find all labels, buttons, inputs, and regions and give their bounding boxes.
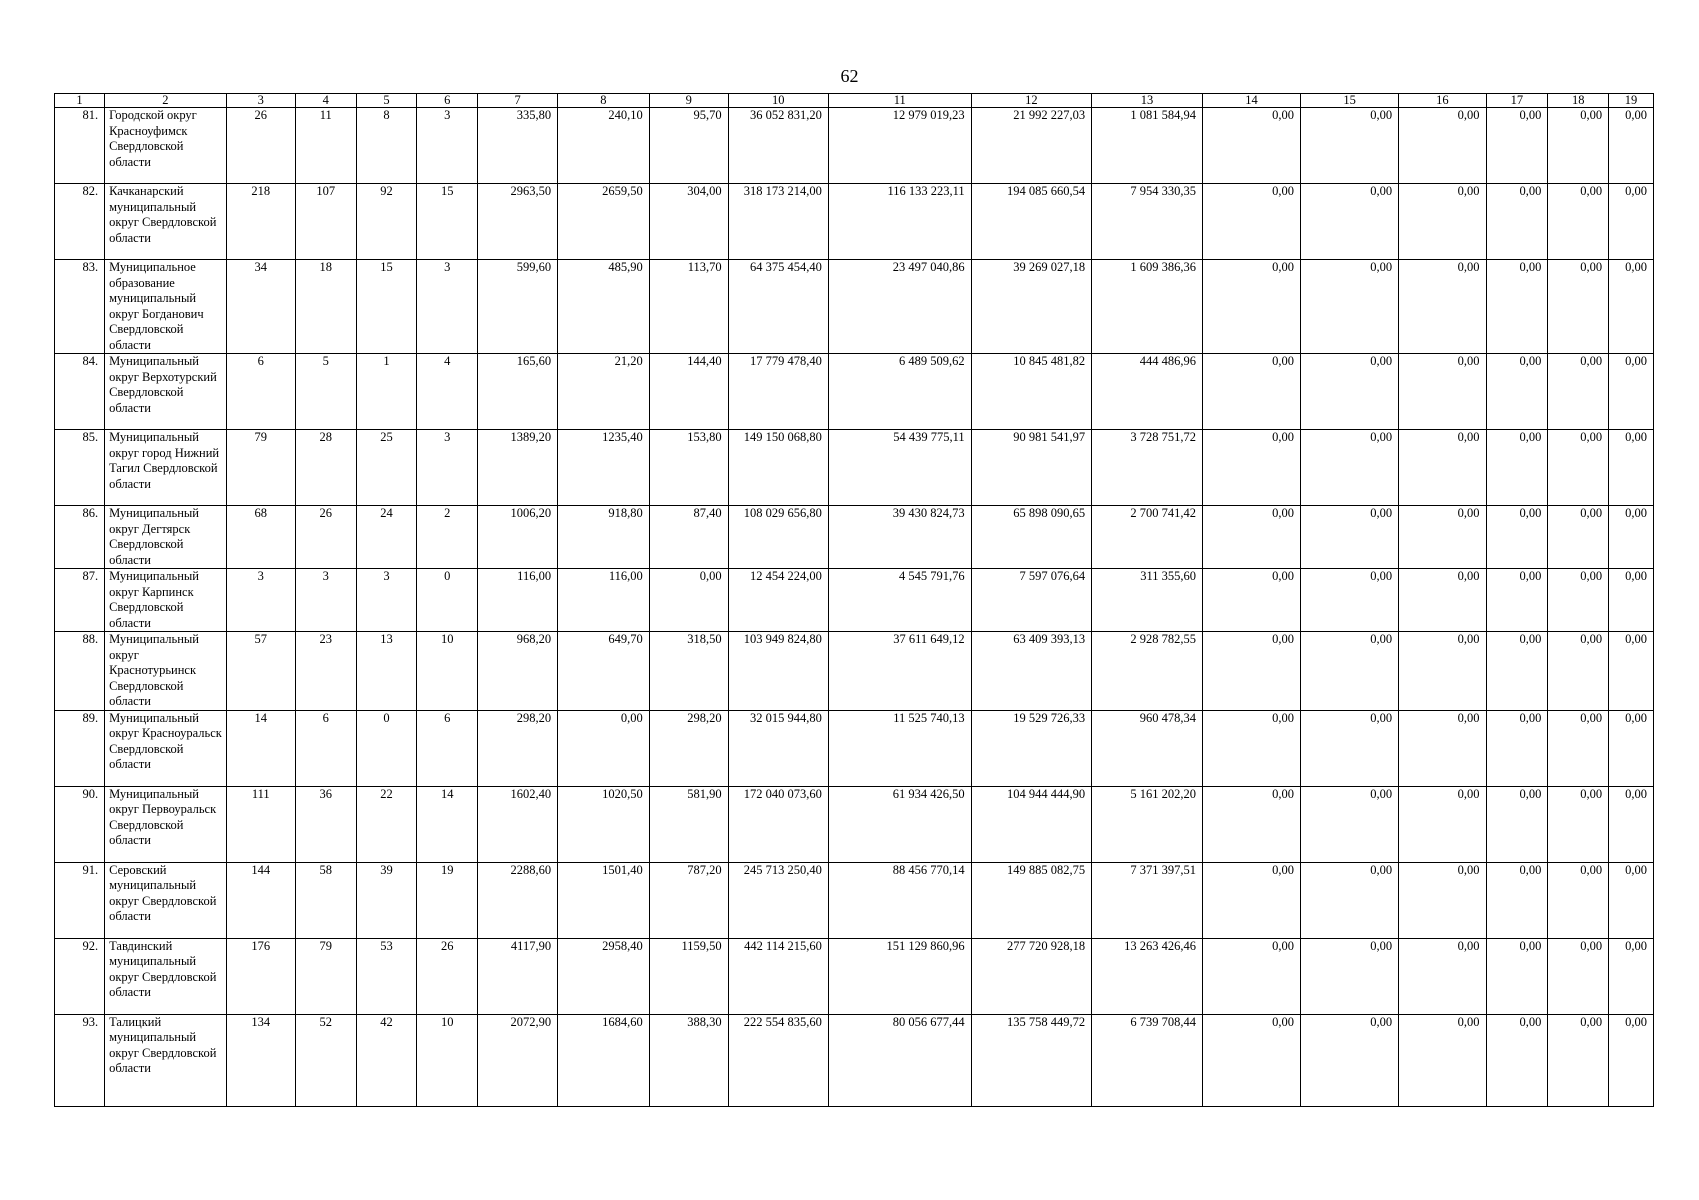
cell-col-19: 0,00 [1609, 506, 1654, 569]
column-header-12: 12 [971, 94, 1091, 108]
column-header-9: 9 [649, 94, 728, 108]
cell-col-5: 39 [356, 862, 417, 938]
cell-col-18: 0,00 [1548, 710, 1609, 786]
cell-col-14: 0,00 [1202, 108, 1300, 184]
cell-col-19: 0,00 [1609, 1014, 1654, 1106]
cell-col-14: 0,00 [1202, 632, 1300, 711]
cell-col-15: 0,00 [1301, 354, 1399, 430]
cell-col-15: 0,00 [1301, 710, 1399, 786]
cell-col-7: 599,60 [478, 260, 558, 354]
cell-col-17: 0,00 [1486, 569, 1548, 632]
column-header-5: 5 [356, 94, 417, 108]
cell-col-16: 0,00 [1399, 506, 1486, 569]
cell-col-5: 15 [356, 260, 417, 354]
column-header-19: 19 [1609, 94, 1654, 108]
municipality-name: Муниципальное образование муниципальный округ Богданович Свердловской области [105, 260, 227, 354]
cell-col-4: 23 [295, 632, 356, 711]
cell-col-3: 79 [226, 430, 295, 506]
cell-col-5: 24 [356, 506, 417, 569]
cell-col-15: 0,00 [1301, 786, 1399, 862]
cell-col-18: 0,00 [1548, 430, 1609, 506]
cell-col-11: 37 611 649,12 [828, 632, 971, 711]
cell-col-11: 39 430 824,73 [828, 506, 971, 569]
cell-col-16: 0,00 [1399, 108, 1486, 184]
cell-col-16: 0,00 [1399, 786, 1486, 862]
cell-col-11: 116 133 223,11 [828, 184, 971, 260]
cell-col-17: 0,00 [1486, 1014, 1548, 1106]
cell-col-14: 0,00 [1202, 506, 1300, 569]
cell-col-9: 581,90 [649, 786, 728, 862]
cell-col-19: 0,00 [1609, 569, 1654, 632]
cell-col-13: 444 486,96 [1092, 354, 1203, 430]
cell-col-3: 134 [226, 1014, 295, 1106]
cell-col-6: 14 [417, 786, 478, 862]
cell-col-12: 194 085 660,54 [971, 184, 1091, 260]
table-row [55, 1014, 1654, 1106]
cell-col-18: 0,00 [1548, 786, 1609, 862]
cell-col-8: 649,70 [558, 632, 650, 711]
municipality-name: Талицкий муниципальный округ Свердловской области [105, 1014, 227, 1106]
cell-col-12: 277 720 928,18 [971, 938, 1091, 1014]
cell-col-17: 0,00 [1486, 430, 1548, 506]
cell-col-6: 3 [417, 260, 478, 354]
cell-col-15: 0,00 [1301, 569, 1399, 632]
column-header-row [55, 94, 1654, 108]
cell-col-5: 92 [356, 184, 417, 260]
cell-col-5: 1 [356, 354, 417, 430]
cell-col-6: 15 [417, 184, 478, 260]
cell-col-14: 0,00 [1202, 710, 1300, 786]
cell-col-19: 0,00 [1609, 354, 1654, 430]
cell-col-17: 0,00 [1486, 938, 1548, 1014]
cell-col-14: 0,00 [1202, 938, 1300, 1014]
cell-col-9: 318,50 [649, 632, 728, 711]
cell-col-19: 0,00 [1609, 786, 1654, 862]
cell-col-18: 0,00 [1548, 1014, 1609, 1106]
cell-col-3: 3 [226, 569, 295, 632]
cell-col-14: 0,00 [1202, 862, 1300, 938]
table-row [55, 430, 1654, 506]
column-header-2: 2 [105, 94, 227, 108]
cell-col-13: 7 954 330,35 [1092, 184, 1203, 260]
cell-col-7: 335,80 [478, 108, 558, 184]
cell-col-18: 0,00 [1548, 354, 1609, 430]
cell-col-19: 0,00 [1609, 430, 1654, 506]
row-number: 81. [55, 108, 105, 184]
cell-col-12: 21 992 227,03 [971, 108, 1091, 184]
cell-col-11: 61 934 426,50 [828, 786, 971, 862]
cell-col-8: 918,80 [558, 506, 650, 569]
row-number: 89. [55, 710, 105, 786]
table-row [55, 569, 1654, 632]
cell-col-3: 111 [226, 786, 295, 862]
cell-col-14: 0,00 [1202, 260, 1300, 354]
municipality-name: Городской округ Красноуфимск Свердловской области [105, 108, 227, 184]
cell-col-17: 0,00 [1486, 632, 1548, 711]
row-number: 82. [55, 184, 105, 260]
column-header-14: 14 [1202, 94, 1300, 108]
column-header-4: 4 [295, 94, 356, 108]
column-header-8: 8 [558, 94, 650, 108]
cell-col-16: 0,00 [1399, 938, 1486, 1014]
column-header-15: 15 [1301, 94, 1399, 108]
cell-col-4: 36 [295, 786, 356, 862]
cell-col-10: 103 949 824,80 [728, 632, 828, 711]
cell-col-15: 0,00 [1301, 632, 1399, 711]
cell-col-11: 6 489 509,62 [828, 354, 971, 430]
cell-col-11: 4 545 791,76 [828, 569, 971, 632]
cell-col-6: 3 [417, 430, 478, 506]
cell-col-3: 26 [226, 108, 295, 184]
cell-col-15: 0,00 [1301, 260, 1399, 354]
cell-col-11: 12 979 019,23 [828, 108, 971, 184]
cell-col-18: 0,00 [1548, 184, 1609, 260]
cell-col-5: 22 [356, 786, 417, 862]
cell-col-13: 5 161 202,20 [1092, 786, 1203, 862]
cell-col-3: 144 [226, 862, 295, 938]
cell-col-17: 0,00 [1486, 506, 1548, 569]
cell-col-17: 0,00 [1486, 184, 1548, 260]
cell-col-6: 26 [417, 938, 478, 1014]
cell-col-12: 63 409 393,13 [971, 632, 1091, 711]
row-number: 90. [55, 786, 105, 862]
table-row [55, 184, 1654, 260]
cell-col-7: 4117,90 [478, 938, 558, 1014]
cell-col-13: 311 355,60 [1092, 569, 1203, 632]
cell-col-7: 968,20 [478, 632, 558, 711]
table-row [55, 108, 1654, 184]
cell-col-4: 26 [295, 506, 356, 569]
cell-col-3: 57 [226, 632, 295, 711]
cell-col-8: 21,20 [558, 354, 650, 430]
table-row [55, 862, 1654, 938]
column-header-1: 1 [55, 94, 105, 108]
column-header-7: 7 [478, 94, 558, 108]
cell-col-4: 79 [295, 938, 356, 1014]
cell-col-10: 32 015 944,80 [728, 710, 828, 786]
cell-col-7: 2072,90 [478, 1014, 558, 1106]
row-number: 88. [55, 632, 105, 711]
column-header-10: 10 [728, 94, 828, 108]
row-number: 84. [55, 354, 105, 430]
cell-col-13: 6 739 708,44 [1092, 1014, 1203, 1106]
municipality-name: Муниципальный округ город Нижний Тагил Свердловской области [105, 430, 227, 506]
cell-col-18: 0,00 [1548, 260, 1609, 354]
cell-col-16: 0,00 [1399, 632, 1486, 711]
cell-col-8: 1235,40 [558, 430, 650, 506]
municipality-name: Муниципальный округ Краснотурьинск Свердловской области [105, 632, 227, 711]
cell-col-4: 18 [295, 260, 356, 354]
cell-col-11: 80 056 677,44 [828, 1014, 971, 1106]
cell-col-9: 0,00 [649, 569, 728, 632]
cell-col-15: 0,00 [1301, 506, 1399, 569]
row-number: 86. [55, 506, 105, 569]
cell-col-8: 1501,40 [558, 862, 650, 938]
cell-col-17: 0,00 [1486, 108, 1548, 184]
cell-col-4: 3 [295, 569, 356, 632]
municipality-name: Муниципальный округ Первоуральск Свердловской области [105, 786, 227, 862]
cell-col-15: 0,00 [1301, 862, 1399, 938]
cell-col-7: 165,60 [478, 354, 558, 430]
cell-col-5: 13 [356, 632, 417, 711]
cell-col-14: 0,00 [1202, 354, 1300, 430]
column-header-11: 11 [828, 94, 971, 108]
cell-col-15: 0,00 [1301, 430, 1399, 506]
cell-col-16: 0,00 [1399, 354, 1486, 430]
cell-col-7: 298,20 [478, 710, 558, 786]
cell-col-3: 218 [226, 184, 295, 260]
cell-col-6: 2 [417, 506, 478, 569]
cell-col-16: 0,00 [1399, 430, 1486, 506]
cell-col-9: 95,70 [649, 108, 728, 184]
row-number: 83. [55, 260, 105, 354]
cell-col-9: 298,20 [649, 710, 728, 786]
cell-col-12: 7 597 076,64 [971, 569, 1091, 632]
table-row [55, 786, 1654, 862]
cell-col-13: 1 081 584,94 [1092, 108, 1203, 184]
row-number: 92. [55, 938, 105, 1014]
cell-col-9: 388,30 [649, 1014, 728, 1106]
municipality-name: Муниципальный округ Дегтярск Свердловской области [105, 506, 227, 569]
cell-col-17: 0,00 [1486, 354, 1548, 430]
cell-col-7: 116,00 [478, 569, 558, 632]
cell-col-9: 87,40 [649, 506, 728, 569]
column-header-17: 17 [1486, 94, 1548, 108]
cell-col-6: 10 [417, 632, 478, 711]
cell-col-14: 0,00 [1202, 569, 1300, 632]
cell-col-3: 34 [226, 260, 295, 354]
cell-col-10: 64 375 454,40 [728, 260, 828, 354]
cell-col-18: 0,00 [1548, 862, 1609, 938]
cell-col-11: 11 525 740,13 [828, 710, 971, 786]
cell-col-3: 176 [226, 938, 295, 1014]
row-number: 91. [55, 862, 105, 938]
column-header-13: 13 [1092, 94, 1203, 108]
cell-col-16: 0,00 [1399, 184, 1486, 260]
cell-col-10: 149 150 068,80 [728, 430, 828, 506]
cell-col-4: 52 [295, 1014, 356, 1106]
municipality-name: Муниципальный округ Верхотурский Свердловской области [105, 354, 227, 430]
cell-col-16: 0,00 [1399, 569, 1486, 632]
cell-col-19: 0,00 [1609, 108, 1654, 184]
cell-col-15: 0,00 [1301, 1014, 1399, 1106]
cell-col-16: 0,00 [1399, 862, 1486, 938]
cell-col-19: 0,00 [1609, 184, 1654, 260]
data-table [54, 93, 1654, 1107]
cell-col-16: 0,00 [1399, 710, 1486, 786]
cell-col-14: 0,00 [1202, 786, 1300, 862]
cell-col-12: 39 269 027,18 [971, 260, 1091, 354]
cell-col-5: 8 [356, 108, 417, 184]
cell-col-14: 0,00 [1202, 430, 1300, 506]
cell-col-10: 36 052 831,20 [728, 108, 828, 184]
column-header-16: 16 [1399, 94, 1486, 108]
cell-col-13: 960 478,34 [1092, 710, 1203, 786]
cell-col-19: 0,00 [1609, 862, 1654, 938]
municipality-name: Муниципальный округ Красноуральск Свердловской области [105, 710, 227, 786]
cell-col-9: 144,40 [649, 354, 728, 430]
cell-col-16: 0,00 [1399, 260, 1486, 354]
row-number: 85. [55, 430, 105, 506]
cell-col-13: 2 928 782,55 [1092, 632, 1203, 711]
cell-col-19: 0,00 [1609, 260, 1654, 354]
cell-col-3: 6 [226, 354, 295, 430]
cell-col-6: 19 [417, 862, 478, 938]
cell-col-13: 7 371 397,51 [1092, 862, 1203, 938]
cell-col-7: 1602,40 [478, 786, 558, 862]
cell-col-4: 6 [295, 710, 356, 786]
cell-col-8: 2659,50 [558, 184, 650, 260]
column-header-3: 3 [226, 94, 295, 108]
cell-col-6: 4 [417, 354, 478, 430]
cell-col-5: 25 [356, 430, 417, 506]
cell-col-12: 135 758 449,72 [971, 1014, 1091, 1106]
cell-col-11: 23 497 040,86 [828, 260, 971, 354]
cell-col-19: 0,00 [1609, 710, 1654, 786]
cell-col-17: 0,00 [1486, 260, 1548, 354]
cell-col-6: 0 [417, 569, 478, 632]
cell-col-10: 17 779 478,40 [728, 354, 828, 430]
cell-col-18: 0,00 [1548, 108, 1609, 184]
cell-col-17: 0,00 [1486, 710, 1548, 786]
cell-col-10: 442 114 215,60 [728, 938, 828, 1014]
cell-col-7: 1006,20 [478, 506, 558, 569]
cell-col-15: 0,00 [1301, 184, 1399, 260]
cell-col-9: 153,80 [649, 430, 728, 506]
cell-col-17: 0,00 [1486, 786, 1548, 862]
cell-col-15: 0,00 [1301, 108, 1399, 184]
table-row [55, 632, 1654, 711]
cell-col-10: 12 454 224,00 [728, 569, 828, 632]
cell-col-15: 0,00 [1301, 938, 1399, 1014]
cell-col-12: 10 845 481,82 [971, 354, 1091, 430]
cell-col-12: 19 529 726,33 [971, 710, 1091, 786]
cell-col-13: 3 728 751,72 [1092, 430, 1203, 506]
cell-col-16: 0,00 [1399, 1014, 1486, 1106]
cell-col-4: 58 [295, 862, 356, 938]
column-header-6: 6 [417, 94, 478, 108]
cell-col-10: 318 173 214,00 [728, 184, 828, 260]
cell-col-19: 0,00 [1609, 632, 1654, 711]
cell-col-12: 104 944 444,90 [971, 786, 1091, 862]
cell-col-14: 0,00 [1202, 184, 1300, 260]
cell-col-13: 13 263 426,46 [1092, 938, 1203, 1014]
column-header-18: 18 [1548, 94, 1609, 108]
cell-col-18: 0,00 [1548, 938, 1609, 1014]
table-row [55, 260, 1654, 354]
cell-col-8: 0,00 [558, 710, 650, 786]
cell-col-6: 10 [417, 1014, 478, 1106]
cell-col-4: 5 [295, 354, 356, 430]
cell-col-6: 3 [417, 108, 478, 184]
table-row [55, 354, 1654, 430]
municipality-name: Тавдинский муниципальный округ Свердловской области [105, 938, 227, 1014]
cell-col-13: 1 609 386,36 [1092, 260, 1203, 354]
table-row [55, 506, 1654, 569]
page-number: 62 [840, 66, 859, 86]
cell-col-3: 14 [226, 710, 295, 786]
row-number: 93. [55, 1014, 105, 1106]
cell-col-6: 6 [417, 710, 478, 786]
cell-col-9: 113,70 [649, 260, 728, 354]
cell-col-9: 304,00 [649, 184, 728, 260]
municipality-name: Качканарский муниципальный округ Свердловской области [105, 184, 227, 260]
cell-col-5: 53 [356, 938, 417, 1014]
cell-col-8: 485,90 [558, 260, 650, 354]
cell-col-17: 0,00 [1486, 862, 1548, 938]
cell-col-18: 0,00 [1548, 632, 1609, 711]
cell-col-3: 68 [226, 506, 295, 569]
cell-col-5: 0 [356, 710, 417, 786]
table-row [55, 938, 1654, 1014]
cell-col-13: 2 700 741,42 [1092, 506, 1203, 569]
cell-col-10: 245 713 250,40 [728, 862, 828, 938]
cell-col-8: 1684,60 [558, 1014, 650, 1106]
cell-col-11: 54 439 775,11 [828, 430, 971, 506]
cell-col-8: 1020,50 [558, 786, 650, 862]
table-row [55, 710, 1654, 786]
cell-col-5: 42 [356, 1014, 417, 1106]
cell-col-10: 172 040 073,60 [728, 786, 828, 862]
cell-col-9: 1159,50 [649, 938, 728, 1014]
cell-col-12: 149 885 082,75 [971, 862, 1091, 938]
municipality-name: Серовский муниципальный округ Свердловской области [105, 862, 227, 938]
cell-col-5: 3 [356, 569, 417, 632]
cell-col-4: 107 [295, 184, 356, 260]
cell-col-19: 0,00 [1609, 938, 1654, 1014]
cell-col-8: 116,00 [558, 569, 650, 632]
row-number: 87. [55, 569, 105, 632]
cell-col-18: 0,00 [1548, 506, 1609, 569]
cell-col-7: 1389,20 [478, 430, 558, 506]
cell-col-10: 108 029 656,80 [728, 506, 828, 569]
cell-col-10: 222 554 835,60 [728, 1014, 828, 1106]
cell-col-7: 2288,60 [478, 862, 558, 938]
cell-col-8: 2958,40 [558, 938, 650, 1014]
cell-col-8: 240,10 [558, 108, 650, 184]
cell-col-12: 90 981 541,97 [971, 430, 1091, 506]
cell-col-18: 0,00 [1548, 569, 1609, 632]
cell-col-12: 65 898 090,65 [971, 506, 1091, 569]
cell-col-11: 151 129 860,96 [828, 938, 971, 1014]
cell-col-11: 88 456 770,14 [828, 862, 971, 938]
cell-col-7: 2963,50 [478, 184, 558, 260]
cell-col-9: 787,20 [649, 862, 728, 938]
cell-col-4: 28 [295, 430, 356, 506]
cell-col-14: 0,00 [1202, 1014, 1300, 1106]
municipality-name: Муниципальный округ Карпинск Свердловской области [105, 569, 227, 632]
cell-col-4: 11 [295, 108, 356, 184]
